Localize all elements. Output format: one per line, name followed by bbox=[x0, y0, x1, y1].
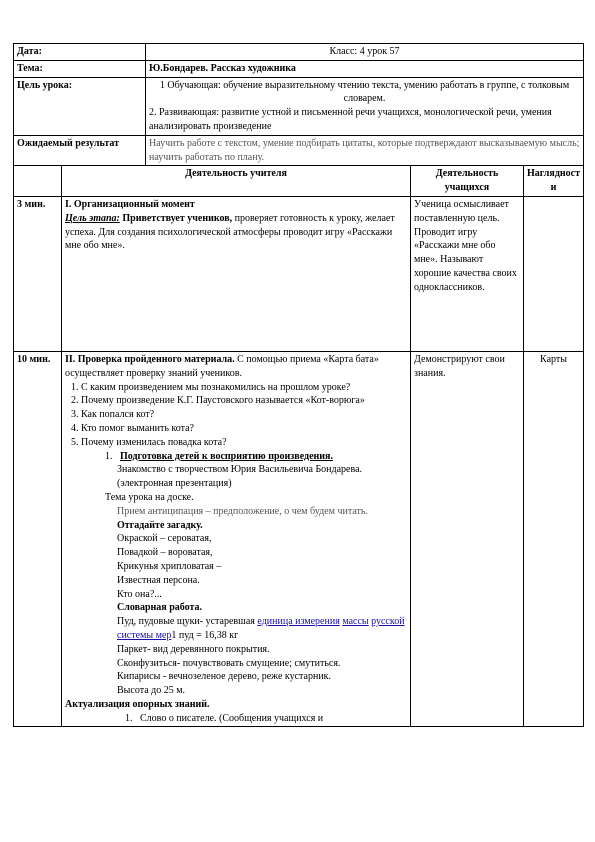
list-item: 4. Кто помог выманить кота? bbox=[81, 422, 407, 436]
stage-1-goal bbox=[65, 212, 407, 253]
riddle-line: Крикунья хрипловатая – bbox=[117, 560, 222, 572]
expected-row bbox=[14, 135, 584, 166]
teacher-column-heading: Деятельность учителя bbox=[62, 166, 411, 197]
goal-1: 1 Обучающая: обучение выразительному чтению текста, умению работать в группе, с толковым словарем. bbox=[159, 79, 570, 105]
vocab-5: Высота до 25 м. bbox=[117, 685, 186, 697]
prep-text: Знакомство с творчеством Юрия Васильевича Бондарева. (электронная презентация) bbox=[117, 464, 363, 490]
vocab-title: Словарная работа. bbox=[117, 602, 203, 614]
mass-link[interactable]: массы bbox=[342, 616, 369, 628]
stage-1-row bbox=[14, 196, 584, 351]
stage-1-students: Ученица осмысливает поставленную цель. Проводит игру «Расскажи мне обо мне». Называют хорошие качества своих одноклассников. bbox=[411, 196, 524, 351]
date-row bbox=[14, 44, 584, 61]
stage-1-visual bbox=[524, 196, 584, 351]
topic-row bbox=[14, 60, 584, 77]
russian-measures-link[interactable]: русской системы мер bbox=[117, 616, 405, 641]
actual-title: Актуализация опорных знаний. bbox=[65, 698, 210, 710]
lesson-plan-document bbox=[13, 43, 583, 727]
riddle-line: Кто она?... bbox=[117, 588, 162, 600]
class-info: Класс: 4 урок 57 bbox=[146, 44, 584, 61]
goal-label: Цель урока: bbox=[14, 77, 146, 135]
list-item: 1. С каким произведением мы познакомились на прошлом уроке? bbox=[81, 381, 407, 395]
visual-column-heading: Наглядности bbox=[524, 166, 584, 197]
stage-2-title-rest: С помощью приема «Карта бата» осуществляет проверку знаний учеников. bbox=[65, 353, 379, 379]
topic-value: Ю.Бондарев. Рассказ художника bbox=[146, 60, 584, 77]
anticipation: Прием антиципация – предположение, о чем будем читать. bbox=[117, 505, 368, 517]
riddle-line: Известная персона. bbox=[117, 574, 200, 586]
date-label: Дата: bbox=[14, 44, 146, 61]
stage-1-goal-label: Цель этапа: bbox=[65, 212, 120, 224]
stage-2-visual: Карты bbox=[524, 351, 584, 727]
riddle-line: Повадкой – вороватая, bbox=[117, 547, 213, 559]
prep-item bbox=[65, 450, 407, 464]
riddle-title: Отгадайте загадку. bbox=[117, 519, 203, 531]
actual-1-text: Слово о писателе. (Сообщения учащихся и bbox=[140, 712, 324, 724]
stage-2-teacher bbox=[62, 351, 411, 727]
goal-2: 2. Развивающая: развитие устной и письменной речи учащихся, монологической речи, умения анализировать произведение bbox=[149, 107, 552, 132]
lesson-plan-table bbox=[13, 43, 584, 727]
vocab-1-post: 1 пуд = 16,38 кг bbox=[171, 629, 239, 641]
stage-2-time: 10 мин. bbox=[14, 351, 62, 727]
stage-1-goal-bold: Приветствует учеников, bbox=[119, 212, 233, 224]
expected-label: Ожидаемый результат bbox=[14, 135, 146, 166]
list-item: 3. Как попался кот? bbox=[81, 408, 407, 422]
time-column-heading bbox=[14, 166, 62, 197]
stage-2-students: Демонстрируют свои знания. bbox=[411, 351, 524, 727]
vocab-1-pre: Пуд, пудовые щуки- устаревшая bbox=[117, 616, 258, 628]
actual-1-number: 1. bbox=[125, 712, 140, 724]
actual-1 bbox=[65, 712, 407, 726]
prep-title: Подготовка детей к восприятию произведения. bbox=[120, 450, 333, 462]
stage-1-goal-rest: проверяет готовность к уроку, желает успеха. Для создания психологической атмосферы проводит игру «Расскажи мне обо мне». bbox=[65, 212, 395, 252]
vocab-3: Сконфузиться- почувствовать смущение; смутиться. bbox=[117, 657, 341, 669]
riddle-line: Окраской – сероватая, bbox=[117, 533, 212, 545]
goal-value bbox=[146, 77, 584, 135]
stage-1-time: 3 мин. bbox=[14, 196, 62, 351]
topic-label: Тема: bbox=[14, 60, 146, 77]
goal-row bbox=[14, 77, 584, 135]
topic-board: Тема урока на доске. bbox=[105, 491, 194, 503]
columns-row bbox=[14, 166, 584, 197]
vocab-1 bbox=[65, 615, 407, 643]
stage-1-teacher bbox=[62, 196, 411, 351]
stage-2-title bbox=[65, 353, 407, 381]
unit-measure-link[interactable]: единица измерения bbox=[257, 616, 340, 628]
stage-2-row bbox=[14, 351, 584, 727]
expected-value: Научить работе с текстом, умение подбирать цитаты, которые подтверждают высказываемую мысль; научить работать по плану. bbox=[146, 135, 584, 166]
list-item: 5. Почему изменилась повадка кота? bbox=[81, 436, 407, 450]
questions-list bbox=[65, 381, 407, 450]
vocab-2: Паркет- вид деревянного покрытия. bbox=[117, 643, 270, 655]
prep-number: 1. bbox=[105, 450, 120, 462]
vocab-4: Кипарисы - вечнозеленое дерево, реже кустарник. bbox=[117, 671, 332, 683]
list-item: 2. Почему произведение К.Г. Паустовского называется «Кот-ворюга» bbox=[81, 394, 407, 408]
stage-1-title: I. Организационный момент bbox=[65, 198, 195, 210]
students-column-heading: Деятельность учащихся bbox=[411, 166, 524, 197]
stage-2-title-bold: II. Проверка пройденного материала. bbox=[65, 353, 235, 365]
